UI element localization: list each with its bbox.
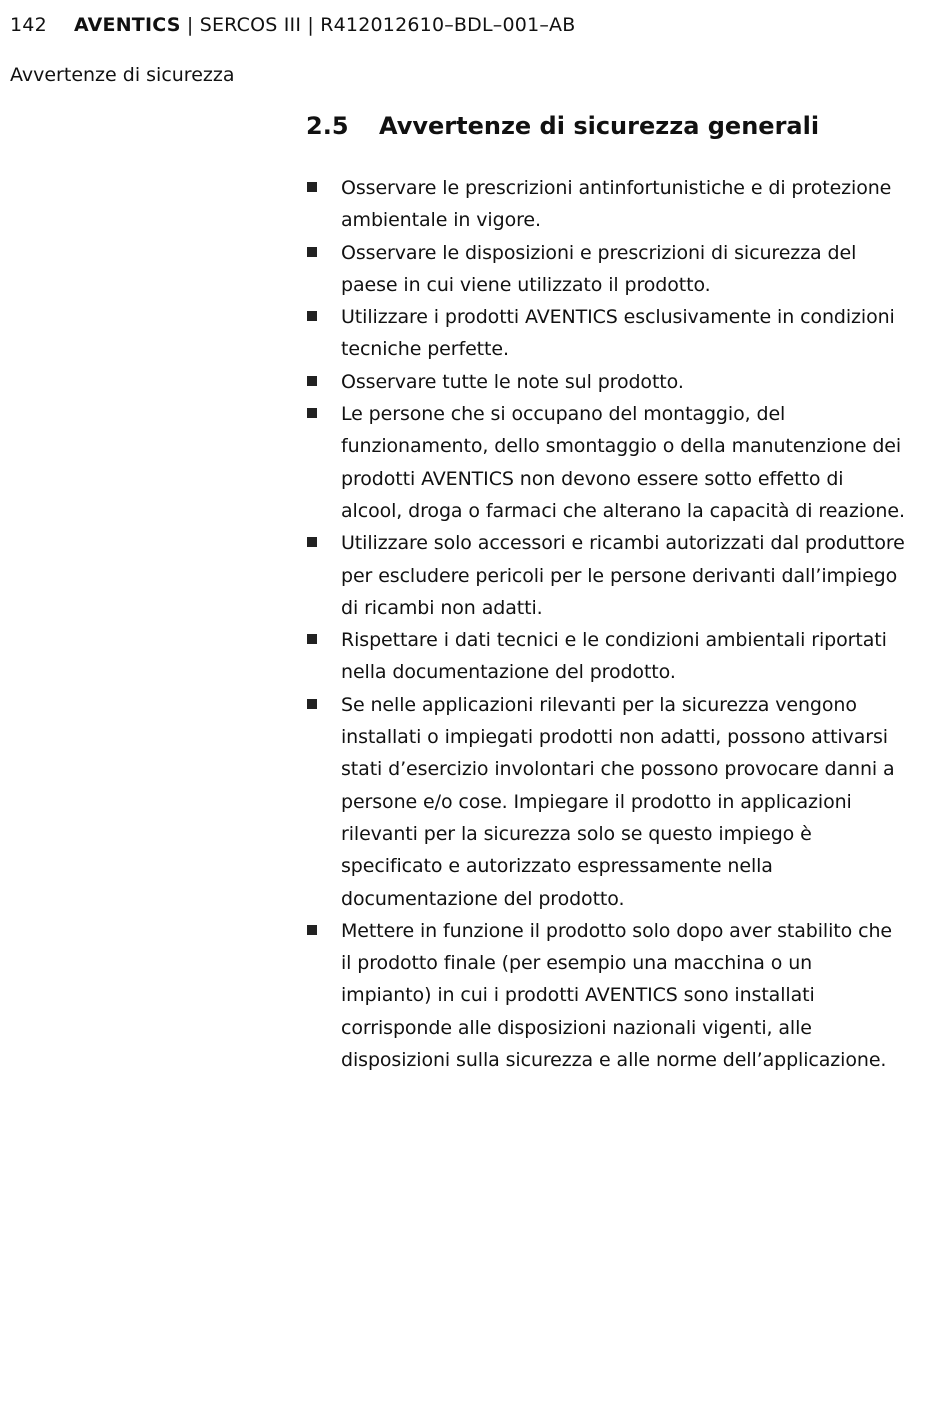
list-item-text: Mettere in funzione il prodotto solo dopo aver stabilito che il prodotto finale (per esempio una macchina o un impianto) in cui i prodotti AVENTICS sono installati corrisponde alle disposizioni nazionali vigenti, alle disposizioni sulla sicurezza e alle norme dell’applicazione.	[341, 919, 892, 1072]
list-item-text: Le persone che si occupano del montaggio, del funzionamento, dello smontaggio o della manutenzione dei prodotti AVENTICS non devono essere sotto effetto di alcool, droga o farmaci che alterano la capacità di reazione.	[341, 403, 905, 522]
page-number: 142	[10, 14, 47, 36]
document-info: | SERCOS III | R412012610–BDL–001–AB	[180, 14, 576, 36]
list-item	[306, 527, 906, 624]
list-item	[306, 301, 906, 366]
section-title: Avvertenze di sicurezza generali	[379, 112, 820, 140]
list-item	[306, 237, 906, 302]
list-item	[306, 915, 906, 1076]
running-header	[10, 10, 575, 40]
square-bullet-icon	[307, 634, 317, 644]
list-item	[306, 689, 906, 915]
square-bullet-icon	[307, 537, 317, 547]
list-item-text: Osservare le disposizioni e prescrizioni di sicurezza del paese in cui viene utilizzato il prodotto.	[341, 241, 857, 296]
list-item-text: Se nelle applicazioni rilevanti per la sicurezza vengono installati o impiegati prodotti non adatti, possono attivarsi stati d’esercizio involontari che possono provocare danni a persone e/o cose. Impiegare il prodotto in applicazioni rilevanti per la sicurezza solo se questo impiego è specificato e autorizzato espressamente nella documentazione del prodotto.	[341, 693, 895, 910]
list-item	[306, 624, 906, 689]
list-item	[306, 172, 906, 237]
brand-name: AVENTICS	[74, 14, 181, 36]
square-bullet-icon	[307, 408, 317, 418]
list-item-text: Utilizzare solo accessori e ricambi autorizzati dal produttore per escludere pericoli per le persone derivanti dall’impiego di ricambi non adatti.	[341, 532, 905, 619]
list-item	[306, 366, 906, 398]
square-bullet-icon	[307, 699, 317, 709]
square-bullet-icon	[307, 925, 317, 935]
square-bullet-icon	[307, 247, 317, 257]
list-item-text: Osservare tutte le note sul prodotto.	[341, 370, 684, 393]
section-label: Avvertenze di sicurezza	[10, 64, 235, 86]
list-item-text: Rispettare i dati tecnici e le condizioni ambientali riportati nella documentazione del prodotto.	[341, 629, 887, 684]
square-bullet-icon	[307, 311, 317, 321]
section-number: 2.5	[306, 112, 349, 140]
list-item	[306, 398, 906, 527]
safety-notes-list	[306, 172, 906, 1076]
section-heading	[306, 108, 819, 144]
square-bullet-icon	[307, 376, 317, 386]
list-item-text: Osservare le prescrizioni antinfortunistiche e di protezione ambientale in vigore.	[341, 177, 892, 232]
list-item-text: Utilizzare i prodotti AVENTICS esclusivamente in condizioni tecniche perfette.	[341, 306, 895, 361]
square-bullet-icon	[307, 182, 317, 192]
